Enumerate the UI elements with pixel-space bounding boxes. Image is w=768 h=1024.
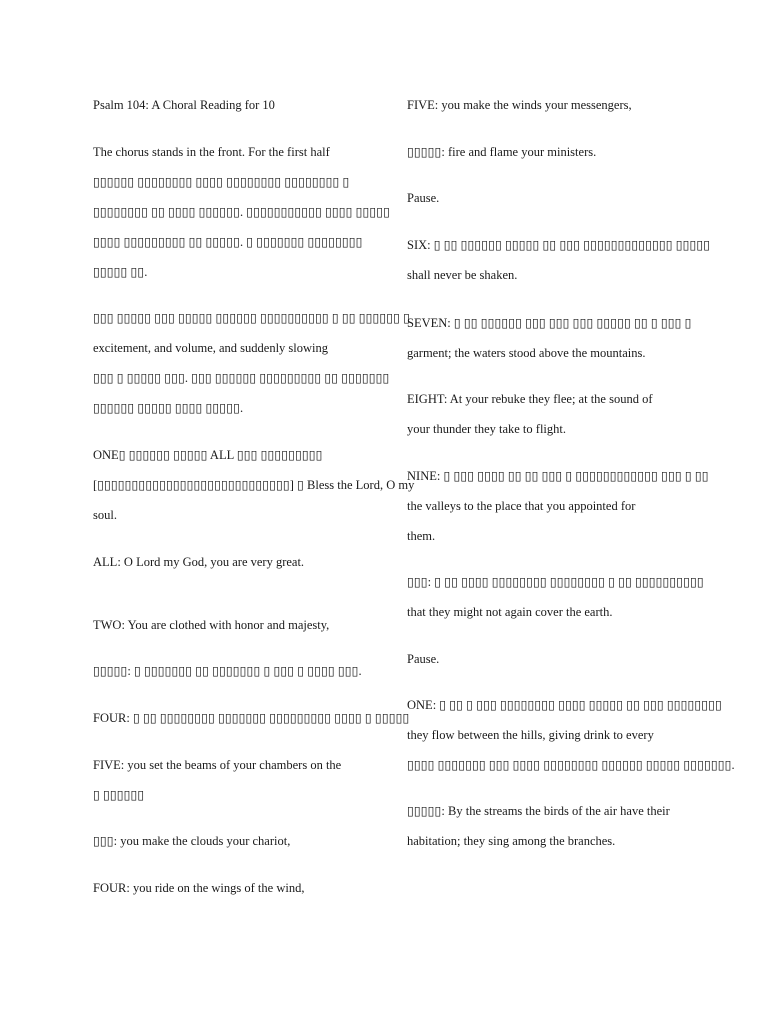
- intro-line: ▯▯▯▯ ▯▯▯▯▯▯▯▯▯ ▯▯ ▯▯▯▯▯. ▯ ▯▯▯▯▯▯▯ ▯▯▯▯▯▯▯▯: [93, 235, 363, 249]
- speaker-label: ALL: [93, 555, 118, 569]
- line-text: ▯ ▯▯▯▯▯▯: [93, 788, 145, 802]
- speaker-label: EIGHT: [407, 392, 444, 406]
- line-text: them.: [407, 529, 436, 543]
- line-text: : fire and flame your ministers.: [441, 145, 597, 159]
- intro-line: ▯▯▯ ▯ ▯▯▯▯▯ ▯▯▯. ▯▯▯ ▯▯▯▯▯▯ ▯▯▯▯▯▯▯▯▯ ▯▯ ▯▯▯▯▯▯▯: [93, 371, 390, 385]
- line-text: soul.: [93, 508, 117, 522]
- reading-line: [407, 421, 566, 437]
- line-text: : At your rebuke they flee; at the sound of: [443, 392, 653, 406]
- speaker-label: ▯▯▯▯▯: [407, 145, 442, 159]
- reading-line: [93, 757, 341, 773]
- line-text: : ▯ ▯▯ ▯ ▯▯▯ ▯▯▯▯▯▯▯▯ ▯▯▯▯ ▯▯▯▯▯ ▯▯ ▯▯▯ ▯▯▯▯▯▯▯▯: [432, 698, 722, 712]
- document-title: Psalm 104: A Choral Reading for 10: [93, 98, 275, 112]
- intro-line: ▯▯▯▯▯▯▯▯ ▯▯ ▯▯▯▯ ▯▯▯▯▯▯. ▯▯▯▯▯▯▯▯▯▯▯ ▯▯▯▯ ▯▯▯▯▯: [93, 205, 391, 219]
- reading-line: [407, 267, 517, 283]
- line-text: : You are clothed with honor and majesty,: [121, 618, 330, 632]
- line-text: Pause.: [407, 191, 440, 205]
- line-text: habitation; they sing among the branches.: [407, 834, 616, 848]
- reading-line: [407, 315, 692, 331]
- intro-line: excitement, and volume, and suddenly slowing: [93, 341, 329, 355]
- line-text: : ▯ ▯▯ ▯▯▯▯▯▯▯▯ ▯▯▯▯▯▯▯ ▯▯▯▯▯▯▯▯▯ ▯▯▯▯ ▯ ▯▯▯▯▯: [126, 711, 410, 725]
- speaker-label: FOUR: [93, 711, 127, 725]
- reading-line: [93, 787, 144, 803]
- line-text: [▯▯▯▯▯▯▯▯▯▯▯▯▯▯▯▯▯▯▯▯▯▯▯▯▯▯▯▯] ▯ Bless the Lord, O my: [93, 478, 415, 492]
- speaker-label: ONE: [407, 698, 433, 712]
- reading-line: [93, 663, 362, 679]
- line-text: : you ride on the wings of the wind,: [126, 881, 305, 895]
- line-text: : ▯ ▯▯ ▯▯▯▯ ▯▯▯▯▯▯▯▯ ▯▯▯▯▯▯▯▯ ▯ ▯▯ ▯▯▯▯▯▯▯▯▯▯: [427, 575, 704, 589]
- speaker-label: ▯▯▯: [93, 834, 114, 848]
- line-text: ▯▯▯▯ ▯▯▯▯▯▯▯ ▯▯▯ ▯▯▯▯ ▯▯▯▯▯▯▯▯ ▯▯▯▯▯▯ ▯▯▯▯▯ ▯▯▯▯▯▯▯.: [407, 758, 735, 772]
- speaker-label: SIX: [407, 238, 428, 252]
- speaker-label: FOUR: [93, 881, 127, 895]
- speaker-label: ▯▯▯▯▯: [93, 664, 128, 678]
- reading-line: [407, 468, 709, 484]
- reading-line: [407, 345, 645, 361]
- reading-line: [93, 507, 117, 523]
- speaker-label: NINE: [407, 469, 437, 483]
- reading-line: [407, 727, 654, 743]
- speaker-label: ▯▯▯: [407, 575, 428, 589]
- speaker-label: FIVE: [93, 758, 121, 772]
- line-text: : you set the beams of your chambers on the: [120, 758, 342, 772]
- reading-line: [407, 190, 439, 206]
- reading-line: [407, 498, 635, 514]
- reading-line: [407, 574, 704, 590]
- speaker-label: ONE: [93, 448, 119, 462]
- reading-line: [93, 880, 304, 896]
- speaker-label: FIVE: [407, 98, 435, 112]
- line-text: : By the streams the birds of the air have their: [441, 804, 670, 818]
- line-text: : ▯ ▯▯▯▯▯▯▯ ▯▯ ▯▯▯▯▯▯▯ ▯ ▯▯▯ ▯ ▯▯▯▯ ▯▯▯.: [127, 664, 362, 678]
- line-text: ▯ ▯▯▯▯▯▯ ▯▯▯▯▯ ALL ▯▯▯ ▯▯▯▯▯▯▯▯▯: [118, 448, 323, 462]
- line-text: shall never be shaken.: [407, 268, 518, 282]
- reading-line: [407, 604, 613, 620]
- reading-line: [93, 617, 329, 633]
- reading-line: [93, 477, 414, 493]
- line-text: your thunder they take to flight.: [407, 422, 566, 436]
- line-text: : ▯ ▯▯▯ ▯▯▯▯ ▯▯ ▯▯ ▯▯▯ ▯ ▯▯▯▯▯▯▯▯▯▯▯▯ ▯▯▯ ▯ ▯▯: [436, 469, 709, 483]
- reading-line: [93, 447, 323, 463]
- line-text: : O Lord my God, you are very great.: [117, 555, 305, 569]
- line-text: garment; the waters stood above the mountains.: [407, 346, 646, 360]
- intro-line: The chorus stands in the front. For the first half: [93, 145, 330, 159]
- reading-line: [407, 803, 670, 819]
- line-text: that they might not again cover the earth.: [407, 605, 613, 619]
- speaker-label: SEVEN: [407, 316, 448, 330]
- reading-line: [407, 833, 615, 849]
- reading-line: [407, 144, 596, 160]
- reading-line: [407, 97, 632, 113]
- intro-line: ▯▯▯▯▯▯ ▯▯▯▯▯ ▯▯▯▯ ▯▯▯▯▯.: [93, 401, 244, 415]
- speaker-label: ▯▯▯▯▯: [407, 804, 442, 818]
- reading-line: [407, 651, 439, 667]
- line-text: : you make the winds your messengers,: [434, 98, 632, 112]
- speaker-label: TWO: [93, 618, 122, 632]
- intro-line: ▯▯▯ ▯▯▯▯▯ ▯▯▯ ▯▯▯▯▯ ▯▯▯▯▯▯ ▯▯▯▯▯▯▯▯▯▯ ▯ ▯▯ ▯▯▯▯▯▯ ▯: [93, 311, 411, 325]
- reading-line: [407, 528, 435, 544]
- intro-line: ▯▯▯▯▯▯ ▯▯▯▯▯▯▯▯ ▯▯▯▯ ▯▯▯▯▯▯▯▯ ▯▯▯▯▯▯▯▯ ▯: [93, 175, 350, 189]
- line-text: : ▯ ▯▯ ▯▯▯▯▯▯ ▯▯▯▯▯ ▯▯ ▯▯▯ ▯▯▯▯▯▯▯▯▯▯▯▯▯ ▯▯▯▯▯: [427, 238, 711, 252]
- line-text: : ▯ ▯▯ ▯▯▯▯▯▯ ▯▯▯ ▯▯▯ ▯▯▯ ▯▯▯▯▯ ▯▯ ▯ ▯▯▯ ▯: [447, 316, 692, 330]
- line-text: they flow between the hills, giving drink to every: [407, 728, 654, 742]
- reading-line: [407, 237, 710, 253]
- reading-line: [93, 833, 290, 849]
- reading-line: [93, 554, 304, 570]
- reading-line: [407, 697, 722, 713]
- line-text: : you make the clouds your chariot,: [113, 834, 291, 848]
- intro-line: ▯▯▯▯▯ ▯▯.: [93, 265, 148, 279]
- reading-line: [407, 757, 735, 773]
- reading-line: [407, 391, 653, 407]
- line-text: Pause.: [407, 652, 440, 666]
- reading-line: [93, 710, 409, 726]
- line-text: the valleys to the place that you appointed for: [407, 499, 636, 513]
